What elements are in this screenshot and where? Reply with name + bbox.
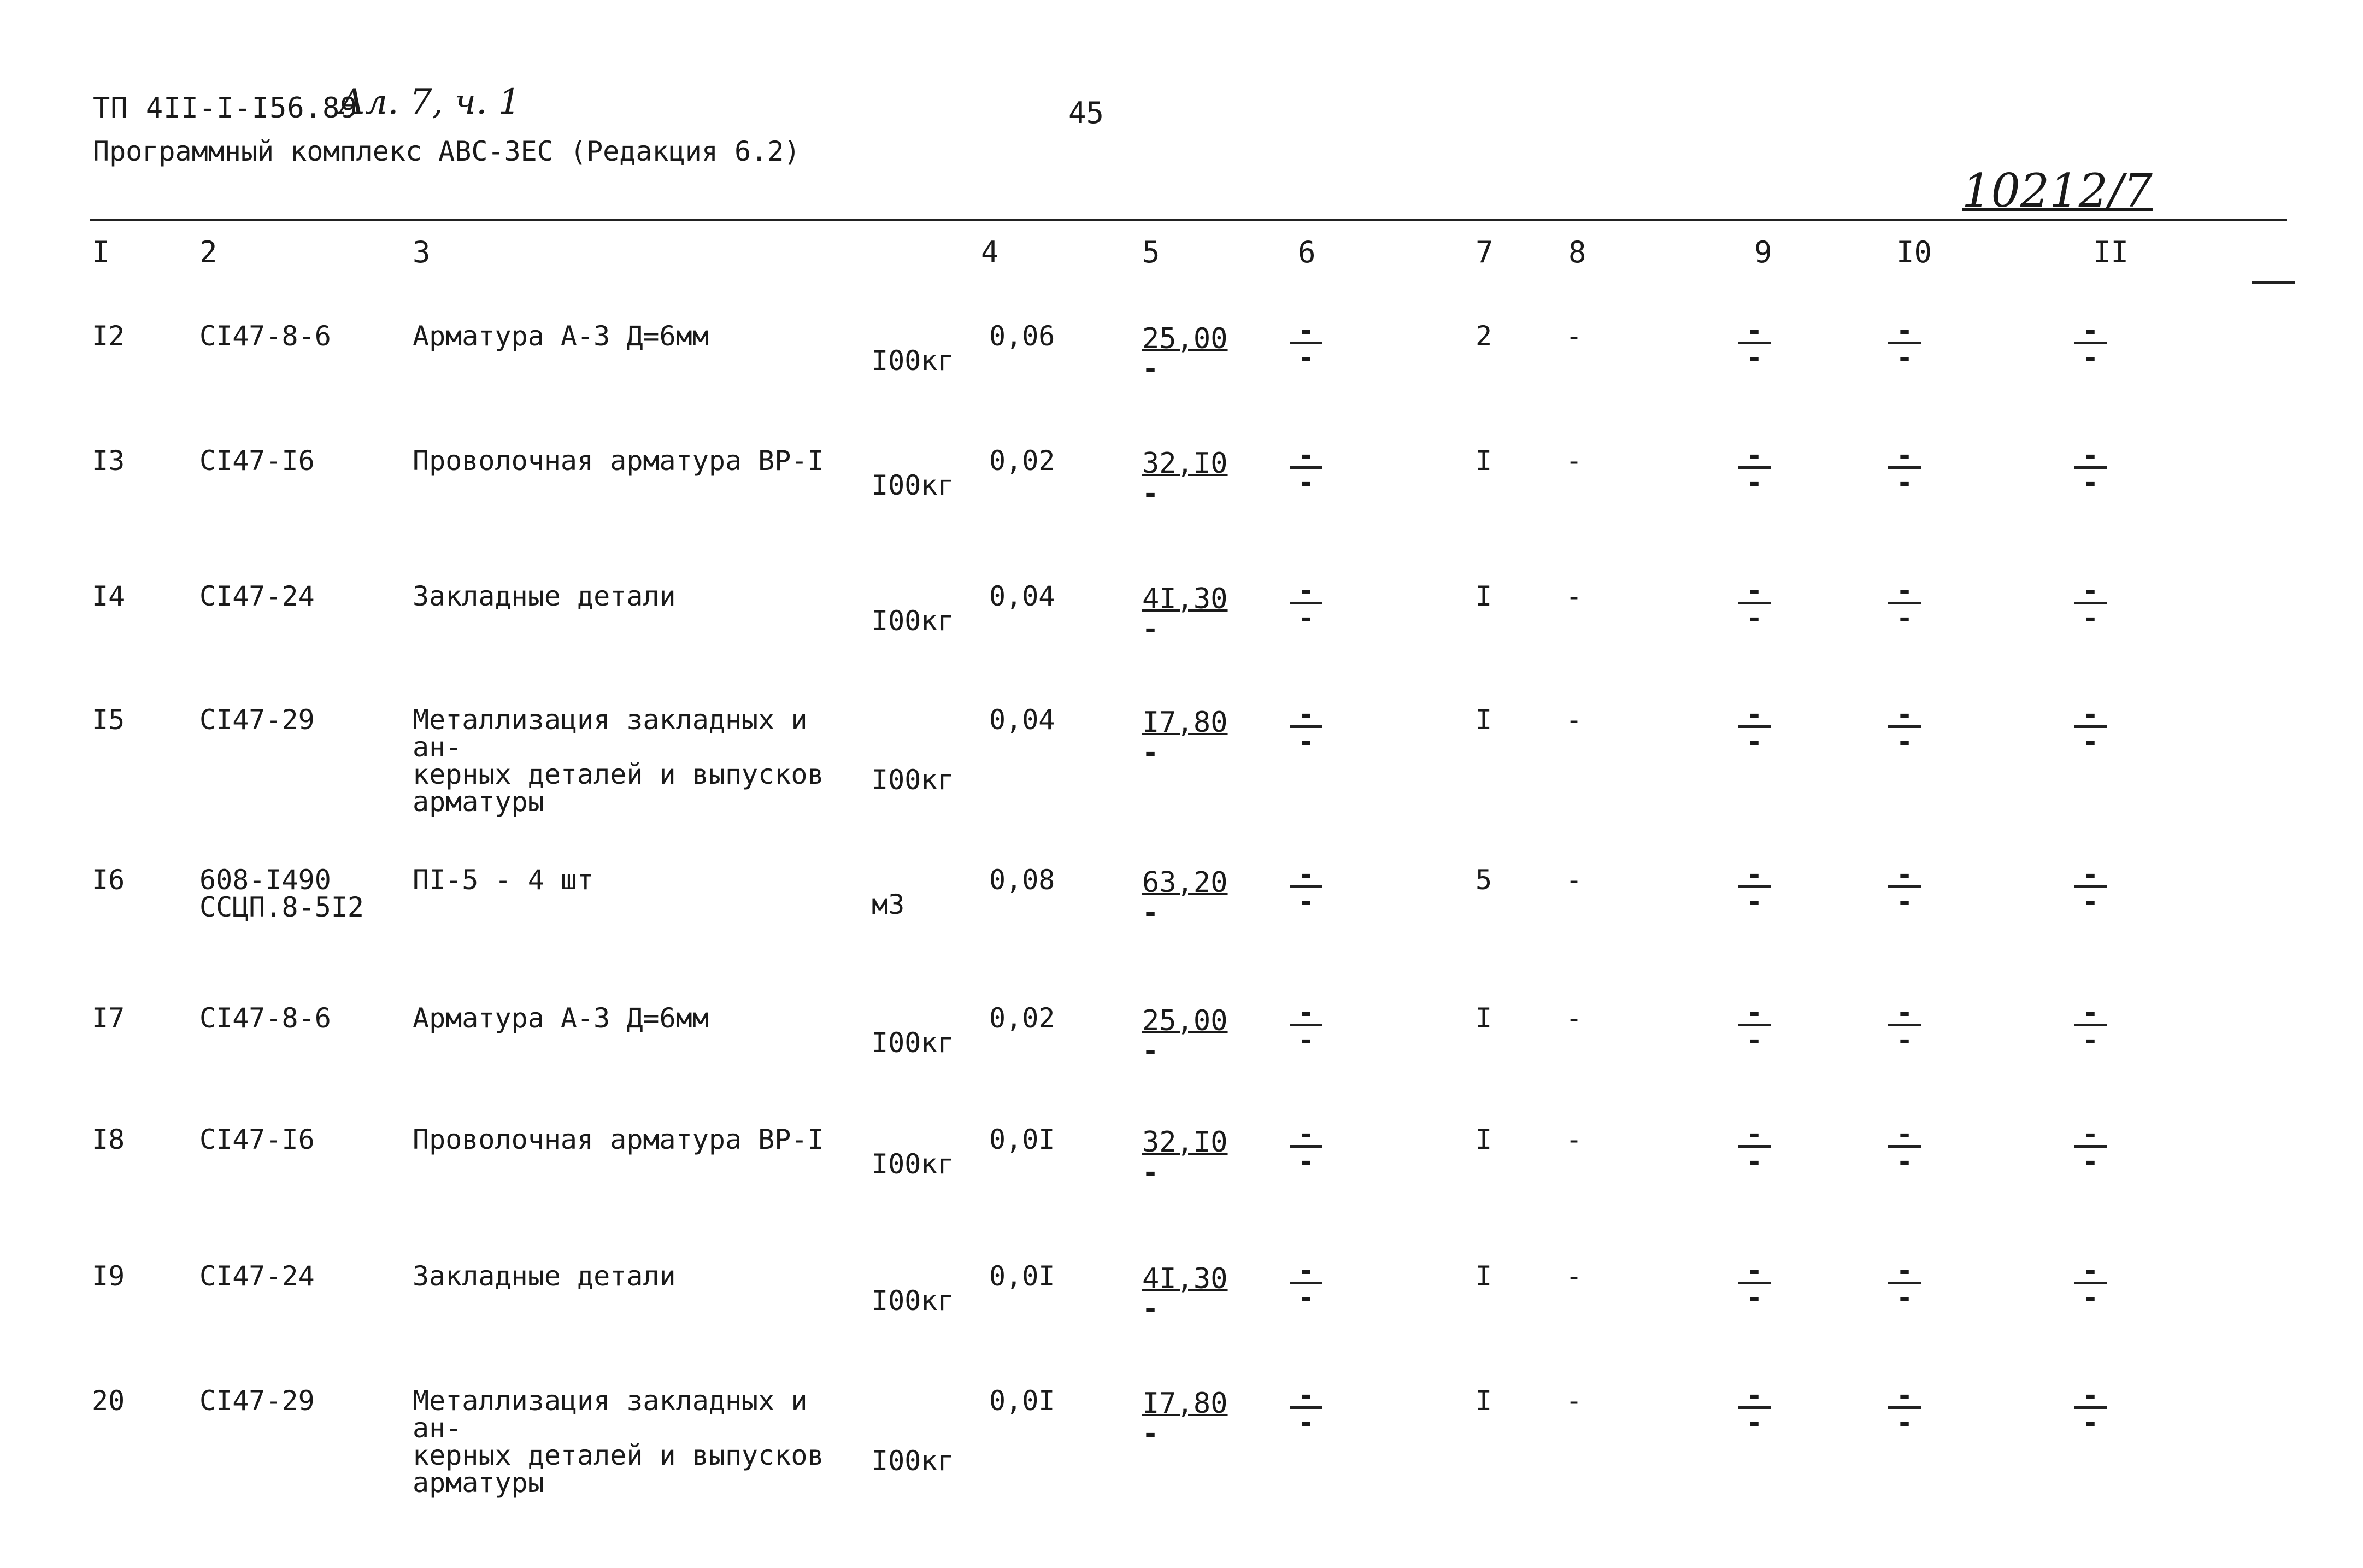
row-col11: - - xyxy=(2071,703,2109,755)
row-col8: - xyxy=(1566,1260,1583,1292)
row-col7: I xyxy=(1476,1385,1492,1417)
row-col11: - - xyxy=(2071,1002,2109,1054)
row-col7: I xyxy=(1476,1002,1492,1034)
row-col6: - - xyxy=(1287,1384,1325,1436)
row-number: I3 xyxy=(92,445,125,477)
row-number: 20 xyxy=(92,1385,125,1417)
row-unit: I00кг xyxy=(872,345,954,377)
row-quantity: 0,04 xyxy=(989,580,1055,612)
row-col9: - - xyxy=(1735,1002,1773,1054)
row-col10: - - xyxy=(1885,444,1924,496)
row-col9: - - xyxy=(1735,320,1773,372)
handwritten-note: Ал. 7, ч. 1 xyxy=(339,82,521,122)
row-col7: I xyxy=(1476,580,1492,612)
row-col8: - xyxy=(1566,320,1583,352)
row-col9: - - xyxy=(1735,703,1773,755)
row-quantity: 0,06 xyxy=(989,320,1055,352)
row-unit: I00кг xyxy=(872,1445,954,1477)
row-code: CI47-I6 xyxy=(199,1124,315,1155)
row-code: 608-I490 ССЦП.8-5I2 xyxy=(199,864,365,923)
row-quantity: 0,02 xyxy=(989,1002,1055,1034)
row-number: I7 xyxy=(92,1002,125,1034)
row-col8: - xyxy=(1566,1002,1583,1034)
row-col6: - - xyxy=(1287,703,1325,755)
row-col11: - - xyxy=(2071,580,2109,632)
row-col7: I xyxy=(1476,445,1492,477)
row-col8: - xyxy=(1566,580,1583,612)
row-col11: - - xyxy=(2071,1123,2109,1175)
column-header: 3 xyxy=(413,235,431,269)
row-unit: I00кг xyxy=(872,1148,954,1180)
row-col6: - - xyxy=(1287,320,1325,372)
row-unit: I00кг xyxy=(872,605,954,637)
row-code: CI47-29 xyxy=(199,704,315,736)
row-code: CI47-I6 xyxy=(199,445,315,477)
handwritten-stamp-number: 10212/7 xyxy=(1962,164,2153,218)
row-name: Закладные детали xyxy=(413,1260,676,1292)
row-col11: - - xyxy=(2071,864,2109,915)
column-header: 6 xyxy=(1298,235,1316,269)
row-price: 63,20 - xyxy=(1142,866,1228,929)
row-col9: - - xyxy=(1735,580,1773,632)
row-name: Металлизация закладных и ан- керных деталей и выпусков арматуры xyxy=(413,1385,824,1499)
column-header: 7 xyxy=(1476,235,1494,269)
row-col7: 5 xyxy=(1476,864,1492,896)
row-col8: - xyxy=(1566,445,1583,477)
column-header: 2 xyxy=(199,235,218,269)
row-price: 4I,30 - xyxy=(1142,583,1228,645)
row-col10: - - xyxy=(1885,580,1924,632)
column-header: 8 xyxy=(1568,235,1586,269)
row-price: I7,80 - xyxy=(1142,706,1228,768)
row-quantity: 0,02 xyxy=(989,445,1055,477)
row-quantity: 0,0I xyxy=(989,1124,1055,1155)
row-quantity: 0,0I xyxy=(989,1385,1055,1417)
row-col7: I xyxy=(1476,1124,1492,1155)
row-price: 4I,30 - xyxy=(1142,1262,1228,1325)
table-top-rule xyxy=(90,219,2287,221)
row-col7: I xyxy=(1476,704,1492,736)
row-col6: - - xyxy=(1287,864,1325,915)
row-number: I2 xyxy=(92,320,125,352)
header-rule xyxy=(2252,281,2295,284)
row-col9: - - xyxy=(1735,1260,1773,1312)
row-col6: - - xyxy=(1287,1260,1325,1312)
column-header: II xyxy=(2093,235,2129,269)
row-col6: - - xyxy=(1287,1123,1325,1175)
row-col7: I xyxy=(1476,1260,1492,1292)
row-quantity: 0,0I xyxy=(989,1260,1055,1292)
row-col6: - - xyxy=(1287,580,1325,632)
doc-code: ТП 4II-I-I56.89 xyxy=(93,92,358,125)
row-name: Металлизация закладных и ан- керных деталей и выпусков арматуры xyxy=(413,704,824,818)
row-col10: - - xyxy=(1885,1384,1924,1436)
column-header: 5 xyxy=(1142,235,1160,269)
row-col9: - - xyxy=(1735,1384,1773,1436)
row-code: CI47-24 xyxy=(199,580,315,612)
row-number: I6 xyxy=(92,864,125,896)
row-name: Проволочная арматура ВР-I xyxy=(413,445,824,477)
row-col10: - - xyxy=(1885,703,1924,755)
row-number: I5 xyxy=(92,704,125,736)
column-header: 4 xyxy=(981,235,999,269)
row-name: Проволочная арматура ВР-I xyxy=(413,1124,824,1155)
row-col11: - - xyxy=(2071,1260,2109,1312)
row-col8: - xyxy=(1566,864,1583,896)
row-col9: - - xyxy=(1735,1123,1773,1175)
row-price: 32,I0 - xyxy=(1142,1126,1228,1188)
row-quantity: 0,08 xyxy=(989,864,1055,896)
row-name: Арматура А-3 Д=6мм xyxy=(413,320,709,352)
software-name: Программный комплекс АВС-ЗЕС (Редакция 6.2) xyxy=(93,136,801,167)
row-col11: - - xyxy=(2071,320,2109,372)
row-unit: I00кг xyxy=(872,764,954,796)
row-col10: - - xyxy=(1885,1123,1924,1175)
row-quantity: 0,04 xyxy=(989,704,1055,736)
column-header: 9 xyxy=(1754,235,1772,269)
row-unit: I00кг xyxy=(872,1027,954,1059)
row-number: I9 xyxy=(92,1260,125,1292)
row-name: Закладные детали xyxy=(413,580,676,612)
row-price: I7,80 - xyxy=(1142,1387,1228,1449)
row-name: ПI-5 - 4 шт xyxy=(413,864,594,896)
row-name: Арматура А-3 Д=6мм xyxy=(413,1002,709,1034)
row-number: I4 xyxy=(92,580,125,612)
column-header: I0 xyxy=(1896,235,1932,269)
row-col10: - - xyxy=(1885,864,1924,915)
row-col9: - - xyxy=(1735,864,1773,915)
row-price: 25,00 - xyxy=(1142,322,1228,385)
row-code: CI47-29 xyxy=(199,1385,315,1417)
page-number: 45 xyxy=(1068,96,1104,130)
row-col11: - - xyxy=(2071,444,2109,496)
row-col10: - - xyxy=(1885,1260,1924,1312)
row-price: 32,I0 - xyxy=(1142,447,1228,509)
row-col8: - xyxy=(1566,1385,1583,1417)
row-col10: - - xyxy=(1885,1002,1924,1054)
row-col9: - - xyxy=(1735,444,1773,496)
row-col10: - - xyxy=(1885,320,1924,372)
row-unit: м3 xyxy=(872,889,905,920)
row-col6: - - xyxy=(1287,1002,1325,1054)
row-code: CI47-8-6 xyxy=(199,320,331,352)
row-code: CI47-8-6 xyxy=(199,1002,331,1034)
row-col7: 2 xyxy=(1476,320,1492,352)
row-price: 25,00 - xyxy=(1142,1005,1228,1067)
row-number: I8 xyxy=(92,1124,125,1155)
row-unit: I00кг xyxy=(872,1285,954,1317)
column-header: I xyxy=(92,235,110,269)
row-col8: - xyxy=(1566,704,1583,736)
row-col8: - xyxy=(1566,1124,1583,1155)
row-col11: - - xyxy=(2071,1384,2109,1436)
row-col6: - - xyxy=(1287,444,1325,496)
row-code: CI47-24 xyxy=(199,1260,315,1292)
row-unit: I00кг xyxy=(872,469,954,501)
